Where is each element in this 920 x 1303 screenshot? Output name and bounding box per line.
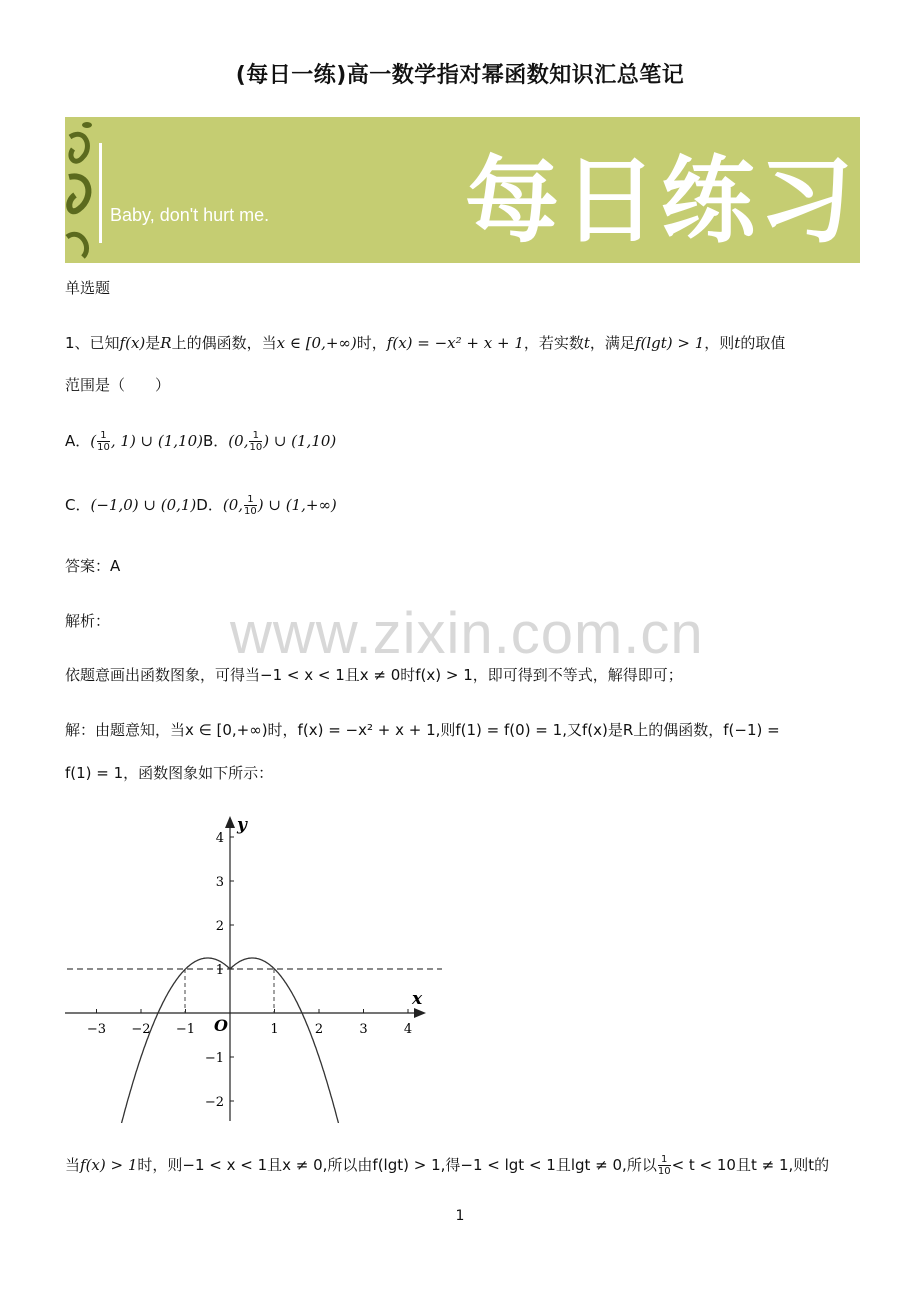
y-tick-label: 3 [215,875,224,890]
section-heading: 单选题 [65,279,111,297]
analysis-text: 依题意画出函数图象，可得当−1 < x < 1且x ≠ 0时f(x) > 1，即可得到不等式，解得即可； [65,666,683,684]
option-b-label: B． [203,432,229,450]
y-tick-label: 4 [215,831,224,846]
banner-title: 每日练习 [465,147,858,256]
x-tick-label: 1 [270,1022,279,1037]
x-tick-label: 2 [314,1022,324,1037]
x-tick-label: 4 [403,1022,413,1037]
option-d-fraction: $\frac{1}{10}$ [244,494,257,517]
watermark: www.zixin.com.cn [230,601,704,666]
x-axis-arrow-icon [414,1008,426,1018]
x-tick-label: 3 [359,1022,368,1037]
x-tick-label: −1 [175,1022,196,1037]
options-a-b: A．( $\frac{1}{10}$ , 1) ∪ (1,10)B．(0, $\frac{1}{10}$ ) ∪ (1,10) [65,430,337,453]
answer: 答案：A [65,557,121,575]
option-a-label: A． [65,432,91,450]
banner-slogan: Baby, don't hurt me. [110,205,270,225]
function-graph [60,808,450,1123]
banner-divider [99,143,102,243]
solution-line-1: 解：由题意知，当x ∈ [0,+∞)时，f(x) = −x² + x + 1,则f(1) = f(0) = 1,又f(x)是R上的偶函数，f(−1) = [65,721,780,739]
option-b-fraction: $\frac{1}{10}$ [249,430,263,453]
banner [65,117,860,263]
y-tick-label: 2 [215,919,224,934]
y-tick-label: −1 [204,1051,224,1066]
analysis-label: 解析： [65,612,111,630]
x-tick-label: −2 [131,1022,151,1037]
leaf-decoration-icon [65,117,125,263]
solution-line-2: f(1) = 1，函数图象如下所示： [65,764,274,782]
conclusion-line: 当f(x) > 1时，则−1 < x < 1且x ≠ 0,所以由f(lgt) > 1,得−1 < lgt < 1且lgt ≠ 0,所以 $\frac{1}{10}$ < t < 10且t ≠ 1,则t的 [65,1154,830,1177]
question-line-1: 1、已知f(x)是R上的偶函数，当x ∈ [0,+∞)时，f(x) = −x² + x + 1，若实数t，满足f(lgt) > 1，则t的取值 [65,334,786,352]
y-tick-label: −2 [204,1095,224,1110]
option-d-label: D． [196,496,223,514]
x-axis-label: x [412,989,423,1009]
options-c-d: C．(−1,0) ∪ (0,1)D．(0, $\frac{1}{10}$ ) ∪ (1,+∞) [65,494,337,517]
y-tick-label: 1 [215,963,224,978]
x-tick-label: −3 [86,1022,107,1037]
conclusion-fraction: $\frac{1}{10}$ [657,1154,671,1177]
y-axis-label: y [237,815,247,835]
question-line-2: 范围是（ ） [65,376,171,394]
option-a-fraction: $\frac{1}{10}$ [97,430,110,453]
option-c-label: C． [65,496,91,514]
origin-label: O [214,1016,228,1035]
page-number: 1 [455,1208,465,1224]
y-axis-arrow-icon [225,816,235,828]
document-title: (每日一练)高一数学指对幂函数知识汇总笔记 [235,63,685,88]
